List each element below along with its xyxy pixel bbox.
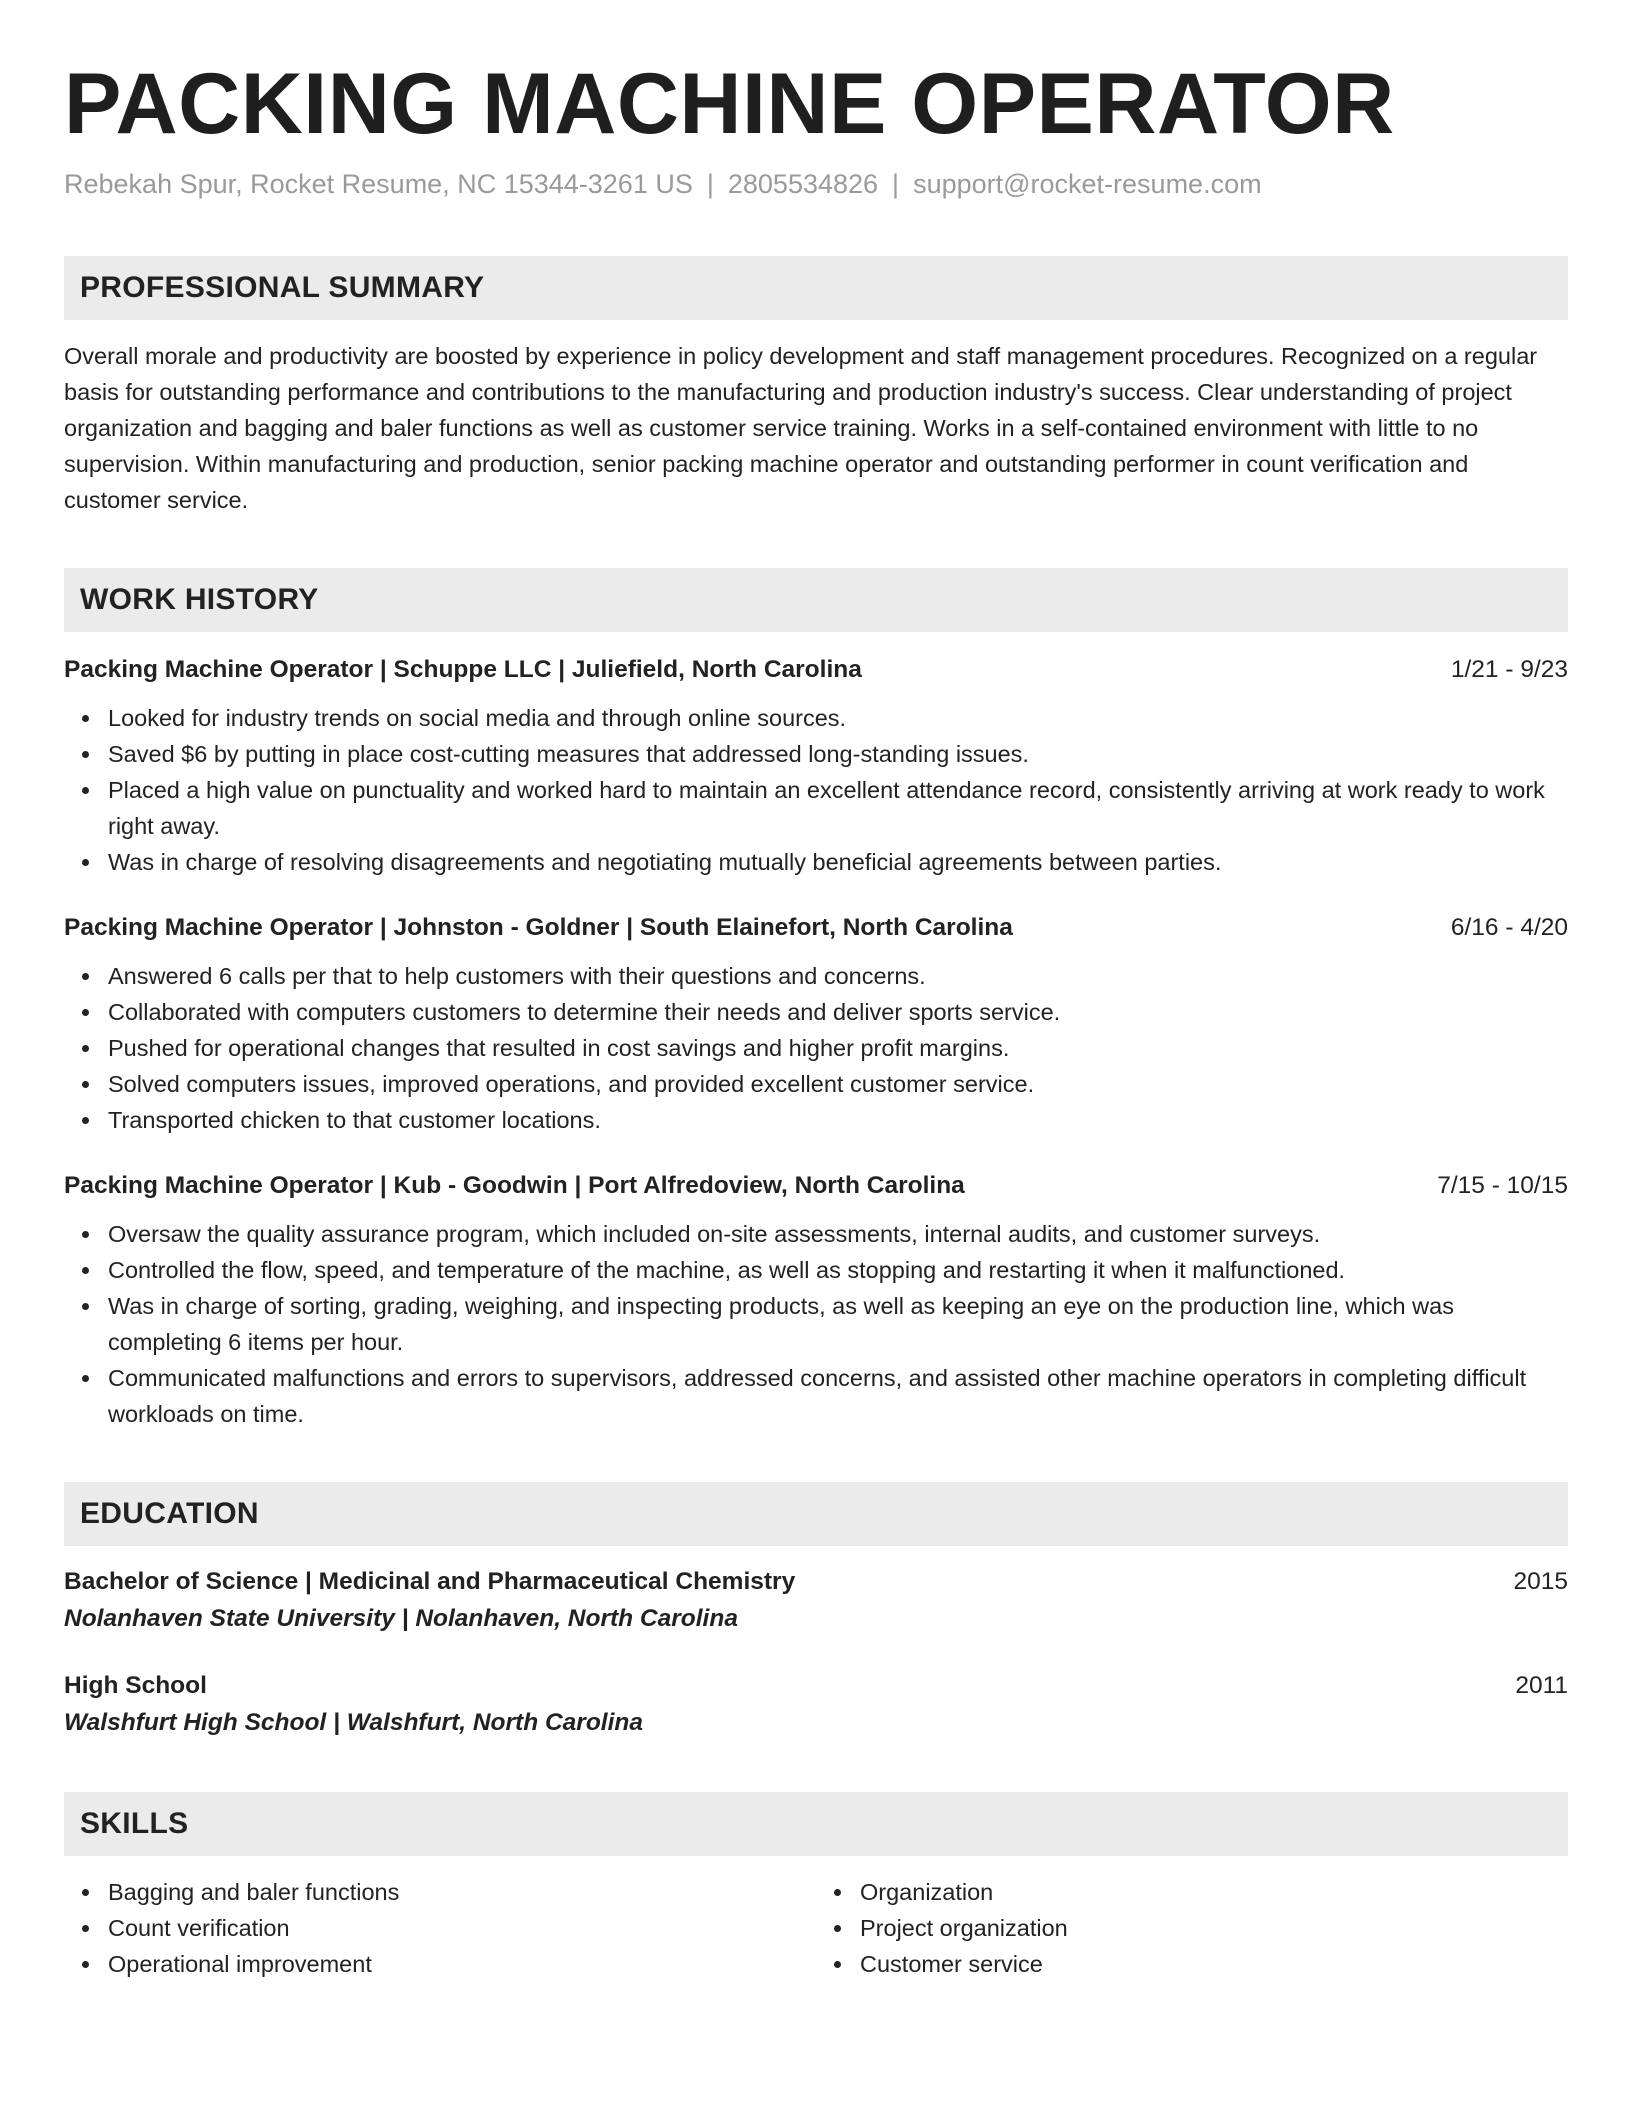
education-heading: EDUCATION	[64, 1482, 1568, 1546]
skill-item: Count verification	[108, 1910, 816, 1946]
education-header	[64, 1668, 1568, 1704]
job-header	[64, 910, 1568, 946]
skill-item: Organization	[860, 1874, 1568, 1910]
education-school: Walshfurt High School | Walshfurt, North Carolina	[64, 1709, 643, 1736]
summary-heading: PROFESSIONAL SUMMARY	[64, 256, 1568, 320]
contact-phone: 2805534826	[727, 169, 879, 199]
job-bullet: Controlled the flow, speed, and temperature of the machine, as well as stopping and restarting it when it malfunctioned.	[108, 1252, 1568, 1288]
job-title: Packing Machine Operator | Johnston - Goldner | South Elainefort, North Carolina	[64, 914, 1013, 941]
job-bullets	[64, 700, 1568, 880]
job-bullet: Was in charge of resolving disagreements and negotiating mutually beneficial agreements between parties.	[108, 844, 1568, 880]
job-header	[64, 652, 1568, 688]
contact-separator: |	[892, 169, 900, 199]
job-bullets	[64, 1216, 1568, 1432]
skill-item: Project organization	[860, 1910, 1568, 1946]
job-bullet: Looked for industry trends on social media and through online sources.	[108, 700, 1568, 736]
job-dates: 7/15 - 10/15	[1437, 1172, 1568, 1199]
job-title: Packing Machine Operator | Kub - Goodwin | Port Alfredoview, North Carolina	[64, 1172, 965, 1199]
skill-item: Operational improvement	[108, 1946, 816, 1982]
contact-address: Rebekah Spur, Rocket Resume, NC 15344-3261 US	[64, 169, 693, 199]
job-bullet: Saved $6 by putting in place cost-cutting measures that addressed long-standing issues.	[108, 736, 1568, 772]
education-entry	[64, 1564, 1568, 1638]
job-bullets	[64, 958, 1568, 1138]
education-year: 2015	[1513, 1568, 1568, 1595]
contact-line	[64, 166, 1568, 202]
job-bullet: Answered 6 calls per that to help customers with their questions and concerns.	[108, 958, 1568, 994]
job-header	[64, 1168, 1568, 1204]
education-entry	[64, 1668, 1568, 1742]
job-bullet: Was in charge of sorting, grading, weighing, and inspecting products, as well as keeping an eye on the production line, which was completing 6 items per hour.	[108, 1288, 1568, 1360]
education-school: Nolanhaven State University | Nolanhaven, North Carolina	[64, 1605, 738, 1632]
job-entry	[64, 652, 1568, 880]
summary-text: Overall morale and productivity are boosted by experience in policy development and staff management procedures. Recognized on a regular basis for outstanding performance and contributions to the manufacturing and production industry's success. Clear understanding of project organization and bagging and baler functions as well as customer service training. Works in a self-contained environment with little to no supervision. Within manufacturing and production, senior packing machine operator and outstanding performer in count verification and customer service.	[64, 343, 1538, 513]
work-history-heading: WORK HISTORY	[64, 568, 1568, 632]
skills-left-column	[64, 1874, 816, 1982]
skill-item: Bagging and baler functions	[108, 1874, 816, 1910]
job-bullet: Pushed for operational changes that resulted in cost savings and higher profit margins.	[108, 1030, 1568, 1066]
job-bullet: Transported chicken to that customer locations.	[108, 1102, 1568, 1138]
job-entry	[64, 910, 1568, 1138]
education-year: 2011	[1515, 1672, 1568, 1699]
contact-email: support@rocket-resume.com	[913, 169, 1262, 199]
contact-separator: |	[706, 169, 714, 199]
job-bullet: Oversaw the quality assurance program, which included on-site assessments, internal audits, and customer surveys.	[108, 1216, 1568, 1252]
job-entry	[64, 1168, 1568, 1432]
resume-title: PACKING MACHINE OPERATOR	[64, 56, 1395, 152]
education-header	[64, 1564, 1568, 1600]
job-dates: 6/16 - 4/20	[1450, 914, 1568, 941]
education-degree: Bachelor of Science | Medicinal and Pharmaceutical Chemistry	[64, 1568, 796, 1595]
job-bullet: Collaborated with computers customers to determine their needs and deliver sports service.	[108, 994, 1568, 1030]
education-degree: High School	[64, 1672, 207, 1699]
skills-right-column	[816, 1874, 1568, 1982]
job-bullet: Communicated malfunctions and errors to supervisors, addressed concerns, and assisted other machine operators in completing difficult workloads on time.	[108, 1360, 1568, 1432]
job-bullet: Placed a high value on punctuality and worked hard to maintain an excellent attendance record, consistently arriving at work ready to work right away.	[108, 772, 1568, 844]
job-bullet: Solved computers issues, improved operations, and provided excellent customer service.	[108, 1066, 1568, 1102]
job-title: Packing Machine Operator | Schuppe LLC | Juliefield, North Carolina	[64, 656, 862, 683]
job-dates: 1/21 - 9/23	[1450, 656, 1568, 683]
skills-columns	[64, 1874, 1568, 1982]
skills-heading: SKILLS	[64, 1792, 1568, 1856]
skill-item: Customer service	[860, 1946, 1568, 1982]
